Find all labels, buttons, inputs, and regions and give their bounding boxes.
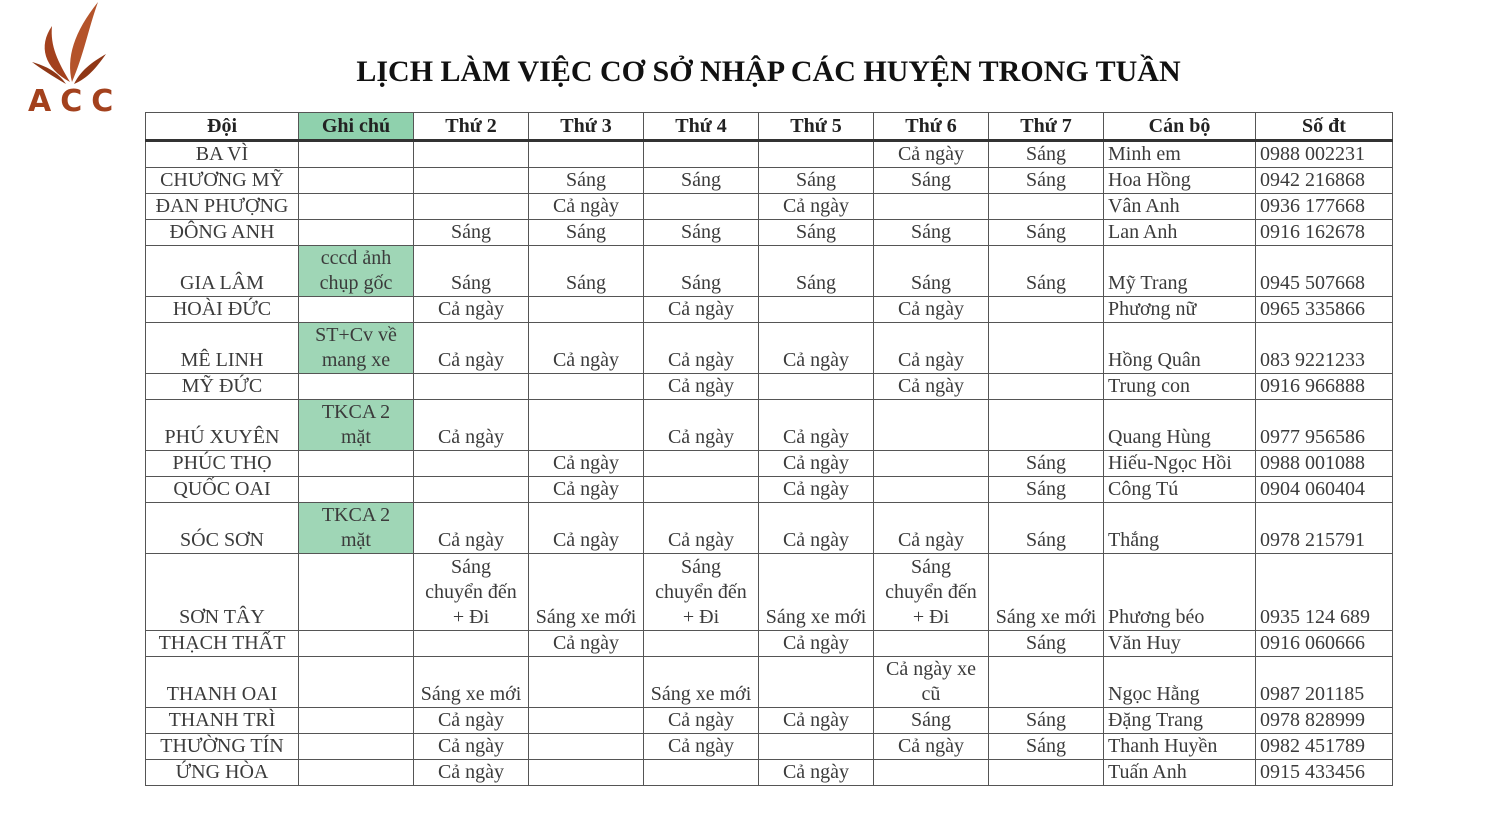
- day-cell: Cả ngày: [874, 323, 989, 374]
- day-cell: Sáng: [644, 220, 759, 246]
- phone-cell: 0978 215791: [1256, 503, 1393, 554]
- officer-cell: Công Tú: [1104, 477, 1256, 503]
- note-cell: [299, 708, 414, 734]
- officer-cell: Phương béo: [1104, 554, 1256, 631]
- day-cell: [529, 297, 644, 323]
- day-cell: Cả ngày: [529, 503, 644, 554]
- day-cell: Sáng xe mới: [759, 554, 874, 631]
- day-cell: Sáng xe mới: [989, 554, 1104, 631]
- district-cell: MỸ ĐỨC: [146, 374, 299, 400]
- note-cell: [299, 168, 414, 194]
- column-header: Đội: [146, 113, 299, 141]
- day-cell: Sáng: [644, 168, 759, 194]
- day-cell: Sáng chuyển đến + Đi: [644, 554, 759, 631]
- note-cell: TKCA 2 mặt: [299, 400, 414, 451]
- district-cell: QUỐC OAI: [146, 477, 299, 503]
- phone-cell: 0915 433456: [1256, 760, 1393, 786]
- day-cell: [414, 374, 529, 400]
- table-row: [146, 657, 1393, 708]
- day-cell: [529, 374, 644, 400]
- district-cell: MÊ LINH: [146, 323, 299, 374]
- day-cell: Cả ngày: [644, 297, 759, 323]
- table-row: [146, 554, 1393, 631]
- day-cell: Cả ngày: [644, 503, 759, 554]
- note-cell: [299, 374, 414, 400]
- day-cell: Sáng: [989, 141, 1104, 168]
- note-cell: cccd ảnh chụp gốc: [299, 246, 414, 297]
- day-cell: Sáng: [989, 246, 1104, 297]
- district-cell: BA VÌ: [146, 141, 299, 168]
- day-cell: [414, 451, 529, 477]
- note-cell: [299, 141, 414, 168]
- day-cell: [529, 760, 644, 786]
- column-header: Thứ 5: [759, 113, 874, 141]
- officer-cell: Đặng Trang: [1104, 708, 1256, 734]
- phone-cell: 0916 060666: [1256, 631, 1393, 657]
- day-cell: [874, 760, 989, 786]
- phone-cell: 0977 956586: [1256, 400, 1393, 451]
- day-cell: [414, 477, 529, 503]
- phone-cell: 0936 177668: [1256, 194, 1393, 220]
- district-cell: CHƯƠNG MỸ: [146, 168, 299, 194]
- district-cell: THƯỜNG TÍN: [146, 734, 299, 760]
- day-cell: Cả ngày: [414, 297, 529, 323]
- day-cell: Cả ngày: [529, 194, 644, 220]
- note-cell: [299, 734, 414, 760]
- column-header: Ghi chú: [299, 113, 414, 141]
- district-cell: ĐÔNG ANH: [146, 220, 299, 246]
- note-cell: ST+Cv về mang xe: [299, 323, 414, 374]
- table-row: [146, 631, 1393, 657]
- phone-cell: 0987 201185: [1256, 657, 1393, 708]
- phone-cell: 0965 335866: [1256, 297, 1393, 323]
- day-cell: Cả ngày: [759, 451, 874, 477]
- day-cell: [874, 631, 989, 657]
- day-cell: Cả ngày xe cũ: [874, 657, 989, 708]
- phone-cell: 0945 507668: [1256, 246, 1393, 297]
- day-cell: Sáng: [989, 168, 1104, 194]
- day-cell: [874, 400, 989, 451]
- column-header: Thứ 7: [989, 113, 1104, 141]
- day-cell: [759, 657, 874, 708]
- day-cell: [989, 297, 1104, 323]
- day-cell: Sáng: [874, 168, 989, 194]
- day-cell: [989, 374, 1104, 400]
- day-cell: Sáng: [414, 220, 529, 246]
- day-cell: Cả ngày: [759, 194, 874, 220]
- day-cell: Cả ngày: [644, 323, 759, 374]
- day-cell: Sáng chuyển đến + Đi: [874, 554, 989, 631]
- district-cell: THANH OAI: [146, 657, 299, 708]
- officer-cell: Trung con: [1104, 374, 1256, 400]
- note-cell: [299, 554, 414, 631]
- day-cell: Sáng xe mới: [529, 554, 644, 631]
- officer-cell: Thắng: [1104, 503, 1256, 554]
- day-cell: Cả ngày: [644, 400, 759, 451]
- officer-cell: Mỹ Trang: [1104, 246, 1256, 297]
- district-cell: PHÚC THỌ: [146, 451, 299, 477]
- day-cell: [874, 477, 989, 503]
- day-cell: [989, 194, 1104, 220]
- day-cell: Sáng: [759, 168, 874, 194]
- schedule-table: [145, 112, 1393, 786]
- phone-cell: 0978 828999: [1256, 708, 1393, 734]
- day-cell: Sáng xe mới: [644, 657, 759, 708]
- column-header: Thứ 6: [874, 113, 989, 141]
- day-cell: Sáng: [874, 246, 989, 297]
- table-row: [146, 323, 1393, 374]
- phone-cell: 0988 002231: [1256, 141, 1393, 168]
- header-row: [146, 113, 1393, 141]
- district-cell: SƠN TÂY: [146, 554, 299, 631]
- note-cell: [299, 297, 414, 323]
- officer-cell: Hồng Quân: [1104, 323, 1256, 374]
- phone-cell: 083 9221233: [1256, 323, 1393, 374]
- day-cell: Sáng: [989, 631, 1104, 657]
- day-cell: [644, 194, 759, 220]
- day-cell: [414, 141, 529, 168]
- day-cell: Sáng: [529, 168, 644, 194]
- day-cell: [989, 400, 1104, 451]
- day-cell: Cả ngày: [759, 631, 874, 657]
- day-cell: Cả ngày: [759, 323, 874, 374]
- table-row: [146, 246, 1393, 297]
- day-cell: Cả ngày: [759, 477, 874, 503]
- day-cell: Cả ngày: [529, 323, 644, 374]
- phone-cell: 0916 162678: [1256, 220, 1393, 246]
- phone-cell: 0988 001088: [1256, 451, 1393, 477]
- day-cell: [644, 451, 759, 477]
- table-row: [146, 451, 1393, 477]
- note-cell: TKCA 2 mặt: [299, 503, 414, 554]
- phone-cell: 0982 451789: [1256, 734, 1393, 760]
- note-cell: [299, 657, 414, 708]
- day-cell: Sáng: [989, 220, 1104, 246]
- phone-cell: 0904 060404: [1256, 477, 1393, 503]
- day-cell: Sáng: [989, 708, 1104, 734]
- note-cell: [299, 451, 414, 477]
- day-cell: Cả ngày: [414, 734, 529, 760]
- day-cell: [874, 194, 989, 220]
- column-header: Thứ 3: [529, 113, 644, 141]
- table-row: [146, 194, 1393, 220]
- day-cell: Cả ngày: [644, 708, 759, 734]
- table-row: [146, 168, 1393, 194]
- day-cell: Cả ngày: [759, 760, 874, 786]
- day-cell: Sáng chuyển đến + Đi: [414, 554, 529, 631]
- day-cell: Cả ngày: [874, 503, 989, 554]
- officer-cell: Minh em: [1104, 141, 1256, 168]
- column-header: Thứ 4: [644, 113, 759, 141]
- district-cell: PHÚ XUYÊN: [146, 400, 299, 451]
- day-cell: [529, 400, 644, 451]
- day-cell: [644, 141, 759, 168]
- officer-cell: Hoa Hồng: [1104, 168, 1256, 194]
- district-cell: HOÀI ĐỨC: [146, 297, 299, 323]
- day-cell: [759, 141, 874, 168]
- note-cell: [299, 760, 414, 786]
- table-row: [146, 503, 1393, 554]
- day-cell: Cả ngày: [874, 374, 989, 400]
- day-cell: Cả ngày: [414, 760, 529, 786]
- day-cell: Cả ngày: [529, 451, 644, 477]
- table-row: [146, 220, 1393, 246]
- table-row: [146, 141, 1393, 168]
- day-cell: Sáng: [874, 220, 989, 246]
- day-cell: [529, 657, 644, 708]
- note-cell: [299, 220, 414, 246]
- day-cell: Cả ngày: [644, 734, 759, 760]
- table-row: [146, 297, 1393, 323]
- day-cell: [414, 194, 529, 220]
- day-cell: Cả ngày: [529, 631, 644, 657]
- officer-cell: Vân Anh: [1104, 194, 1256, 220]
- day-cell: [759, 374, 874, 400]
- day-cell: [414, 168, 529, 194]
- day-cell: Cả ngày: [414, 503, 529, 554]
- day-cell: [529, 734, 644, 760]
- day-cell: Sáng: [414, 246, 529, 297]
- day-cell: Cả ngày: [874, 297, 989, 323]
- day-cell: Cả ngày: [529, 477, 644, 503]
- day-cell: Cả ngày: [414, 400, 529, 451]
- day-cell: [529, 708, 644, 734]
- day-cell: Cả ngày: [644, 374, 759, 400]
- day-cell: Sáng xe mới: [414, 657, 529, 708]
- officer-cell: Ngọc Hằng: [1104, 657, 1256, 708]
- officer-cell: Hiếu-Ngọc Hồi: [1104, 451, 1256, 477]
- table-row: [146, 477, 1393, 503]
- officer-cell: Thanh Huyền: [1104, 734, 1256, 760]
- day-cell: [644, 631, 759, 657]
- page-title: LỊCH LÀM VIỆC CƠ SỞ NHẬP CÁC HUYỆN TRONG TUẦN: [356, 55, 1181, 88]
- day-cell: [414, 631, 529, 657]
- officer-cell: Tuấn Anh: [1104, 760, 1256, 786]
- table-body: [146, 141, 1393, 786]
- day-cell: Sáng: [759, 220, 874, 246]
- day-cell: Sáng: [529, 220, 644, 246]
- day-cell: Cả ngày: [759, 400, 874, 451]
- day-cell: [529, 141, 644, 168]
- table-row: [146, 734, 1393, 760]
- day-cell: Sáng: [989, 477, 1104, 503]
- district-cell: THANH TRÌ: [146, 708, 299, 734]
- table-row: [146, 374, 1393, 400]
- day-cell: Sáng: [759, 246, 874, 297]
- officer-cell: Văn Huy: [1104, 631, 1256, 657]
- note-cell: [299, 631, 414, 657]
- district-cell: SÓC SƠN: [146, 503, 299, 554]
- logo-text: ACC: [28, 84, 123, 119]
- phone-cell: 0942 216868: [1256, 168, 1393, 194]
- day-cell: Cả ngày: [759, 708, 874, 734]
- table-row: [146, 400, 1393, 451]
- day-cell: Sáng: [989, 451, 1104, 477]
- day-cell: [759, 734, 874, 760]
- day-cell: Cả ngày: [874, 141, 989, 168]
- note-cell: [299, 477, 414, 503]
- day-cell: Sáng: [874, 708, 989, 734]
- day-cell: [989, 760, 1104, 786]
- day-cell: Sáng: [989, 503, 1104, 554]
- table-row: [146, 708, 1393, 734]
- day-cell: Sáng: [989, 734, 1104, 760]
- district-cell: ỨNG HÒA: [146, 760, 299, 786]
- note-cell: [299, 194, 414, 220]
- table-row: [146, 760, 1393, 786]
- district-cell: GIA LÂM: [146, 246, 299, 297]
- day-cell: Sáng: [529, 246, 644, 297]
- district-cell: THẠCH THẤT: [146, 631, 299, 657]
- day-cell: Cả ngày: [414, 708, 529, 734]
- officer-cell: Phương nữ: [1104, 297, 1256, 323]
- phone-cell: 0935 124 689: [1256, 554, 1393, 631]
- phone-cell: 0916 966888: [1256, 374, 1393, 400]
- officer-cell: Quang Hùng: [1104, 400, 1256, 451]
- day-cell: Cả ngày: [759, 503, 874, 554]
- day-cell: [989, 323, 1104, 374]
- day-cell: [759, 297, 874, 323]
- day-cell: [874, 451, 989, 477]
- column-header: Thứ 2: [414, 113, 529, 141]
- column-header: Số đt: [1256, 113, 1393, 141]
- day-cell: [644, 760, 759, 786]
- officer-cell: Lan Anh: [1104, 220, 1256, 246]
- day-cell: [989, 657, 1104, 708]
- day-cell: Sáng: [644, 246, 759, 297]
- day-cell: Cả ngày: [874, 734, 989, 760]
- day-cell: [644, 477, 759, 503]
- day-cell: Cả ngày: [414, 323, 529, 374]
- column-header: Cán bộ: [1104, 113, 1256, 141]
- district-cell: ĐAN PHƯỢNG: [146, 194, 299, 220]
